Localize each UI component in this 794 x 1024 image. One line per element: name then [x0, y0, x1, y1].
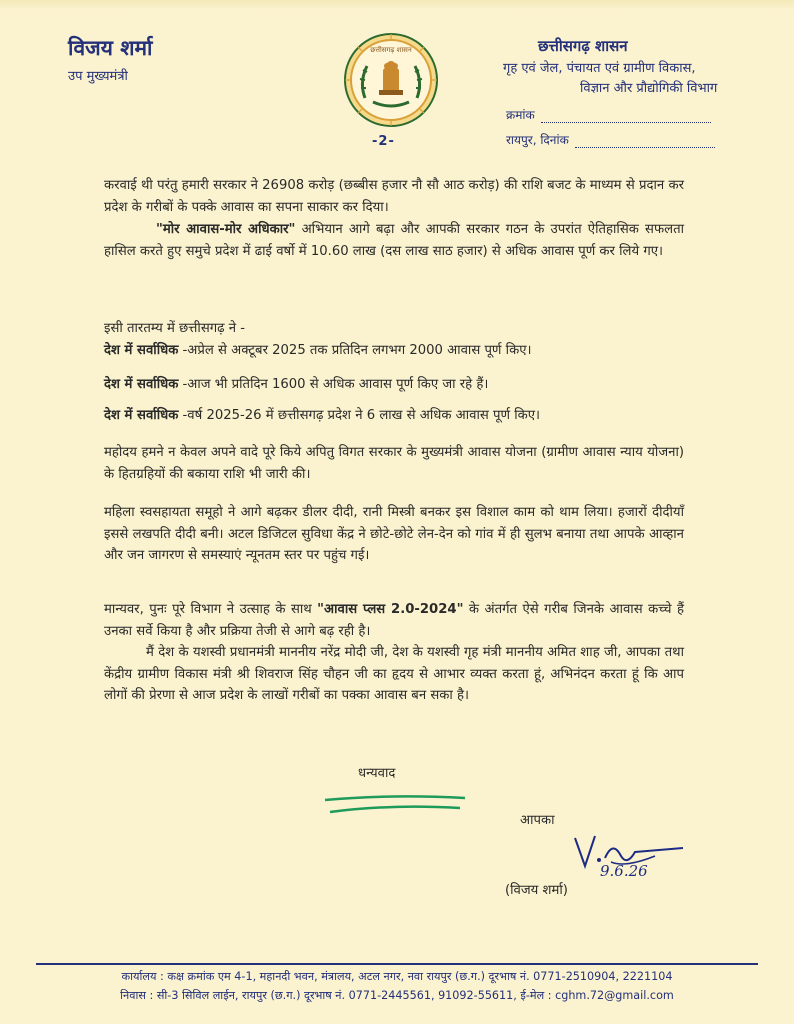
campaign-name: "मोर आवास-मोर अधिकार": [156, 222, 296, 237]
paragraph-9: [104, 642, 684, 707]
state-emblem-icon: [343, 32, 439, 128]
highlight-1-text: -अप्रेल से अक्टूबर 2025 तक प्रतिदिन लगभग 2000 आवास पूर्ण किए।: [178, 343, 532, 358]
department-line-2: विज्ञान और प्रौद्योगिकी विभाग: [580, 81, 718, 96]
paragraph-8-text-a: मान्यवर, पुनः पूरे विभाग ने उत्साह के साथ: [104, 602, 318, 617]
paragraph-9-text: मैं देश के यशस्वी प्रधानमंत्री माननीय नरेंद्र मोदी जी, देश के यशस्वी गृह मंत्री माननीय अमित शाह जी, आपका तथा केंद्रीय ग्रामीण विकास मंत्री श्री शिवराज सिंह चौहन जी का हृदय से आभार व्यक्त करता हूं, अभिनंदन करता हूं कि आप लोगों की प्रेरणा से आज प्रदेश के लाखों गरीबों का पक्का आवास बन सका है।: [104, 645, 684, 703]
green-stroke-mark: [320, 790, 470, 820]
page-number: -2-: [372, 134, 395, 149]
emblem-text: छत्तीसगढ़ शासन: [370, 46, 412, 54]
yours-text: आपका: [520, 813, 555, 828]
place-date-label: रायपुर, दिनांक: [506, 133, 569, 147]
signature-date: 9.6.26: [600, 862, 648, 880]
paragraph-6: महोदय हमने न केवल अपने वादे पूरे किये अपितु विगत सरकार के मुख्यमंत्री आवास योजना (ग्रामीण आवास न्याय योजना) के हितग्रहियों की बकाया राशि भी जारी की।: [104, 445, 684, 482]
paragraph-2: [104, 219, 684, 262]
government-title: छत्तीसगढ़ शासन: [538, 37, 628, 55]
highlight-2-label: देश में सर्वाधिक: [104, 377, 179, 392]
reference-label: क्रमांक: [506, 108, 535, 122]
place-date-row: [506, 131, 715, 148]
highlight-2: [104, 374, 684, 396]
sender-designation: उप मुख्यमंत्री: [68, 69, 128, 84]
scheme-name: "आवास प्लस 2.0-2024": [317, 602, 464, 617]
paragraph-8: [104, 599, 684, 642]
sender-name: विजय शर्मा: [68, 36, 153, 60]
paragraph-1: करवाई थी परंतु हमारी सरकार ने 26908 करोड़ (छब्बीस हजार नौ सौ आठ करोड़) की राशि बजट के माध्यम से प्रदान कर प्रदेश के गरीबों के पक्के आवास का सपना साकार कर दिया।: [104, 178, 685, 215]
reference-number-row: [506, 106, 711, 123]
signatory-name: (विजय शर्मा): [505, 883, 568, 898]
reference-blank: [541, 110, 711, 123]
highlight-3-label: देश में सर्वाधिक: [104, 408, 179, 423]
paragraph-7: महिला स्वसहायता समूहो ने आगे बढ़कर डीलर दीदी, रानी मिस्त्री बनकर इस विशाल काम को थाम लिया। हजारों दीदीयाँ इससे लखपति दीदी बनी। अटल डिजिटल सुविधा केंद्र ने छोटे-छोटे लेन-देन को गांव में ही सुलभ बनाया तथा आपके आव्हान और जन जागरण से समस्याएं न्यूनतम स्तर पर पहुंच गई।: [104, 505, 684, 563]
highlight-1: [104, 340, 684, 362]
footer-residence-address: निवास : सी-3 सिविल लाईन, रायपुर (छ.ग.) दूरभाष नं. 0771-2445561, 91092-55611, ई-मेल : cghm.72@gmail.com: [120, 989, 674, 1002]
highlight-2-text: -आज भी प्रतिदिन 1600 से अधिक आवास पूर्ण किए जा रहे हैं।: [178, 377, 489, 392]
page-edge: [0, 0, 794, 10]
highlight-3: [104, 405, 684, 427]
thanks-text: धन्यवाद: [358, 766, 396, 781]
footer-office-address: कार्यालय : कक्ष क्रमांक एम 4-1, महानदी भवन, मंत्रालय, अटल नगर, नवा रायपुर (छ.ग.) दूरभाष नं. 0771-2510904, 2221104: [121, 970, 673, 983]
date-blank: [575, 135, 715, 148]
footer-divider: [36, 963, 758, 965]
department-line-1: गृह एवं जेल, पंचायत एवं ग्रामीण विकास,: [503, 61, 696, 76]
paragraph-2-text: अभियान आगे बढ़ा और आपकी सरकार गठन के उपरांत ऐतिहासिक सफलता हासिल करते हुए समुचे प्रदेश में ढाई वर्षो में 10.60 लाख (दस लाख साठ हजार) से अधिक आवास पूर्ण कर लिये गए।: [104, 222, 685, 259]
highlight-1-label: देश में सर्वाधिक: [104, 343, 179, 358]
paragraph-3-heading: इसी तारतम्य में छत्तीसगढ़ ने -: [104, 321, 246, 336]
highlight-3-text: -वर्ष 2025-26 में छत्तीसगढ़ प्रदेश ने 6 लाख से अधिक आवास पूर्ण किए।: [178, 408, 541, 423]
paragraph-8-text-b: के अंतर्गत ऐसे गरीब जिनके आवास कच्चे हैं उनका सर्वे किया है और प्रक्रिया तेजी से आगे बढ़ रही है।: [104, 602, 684, 639]
